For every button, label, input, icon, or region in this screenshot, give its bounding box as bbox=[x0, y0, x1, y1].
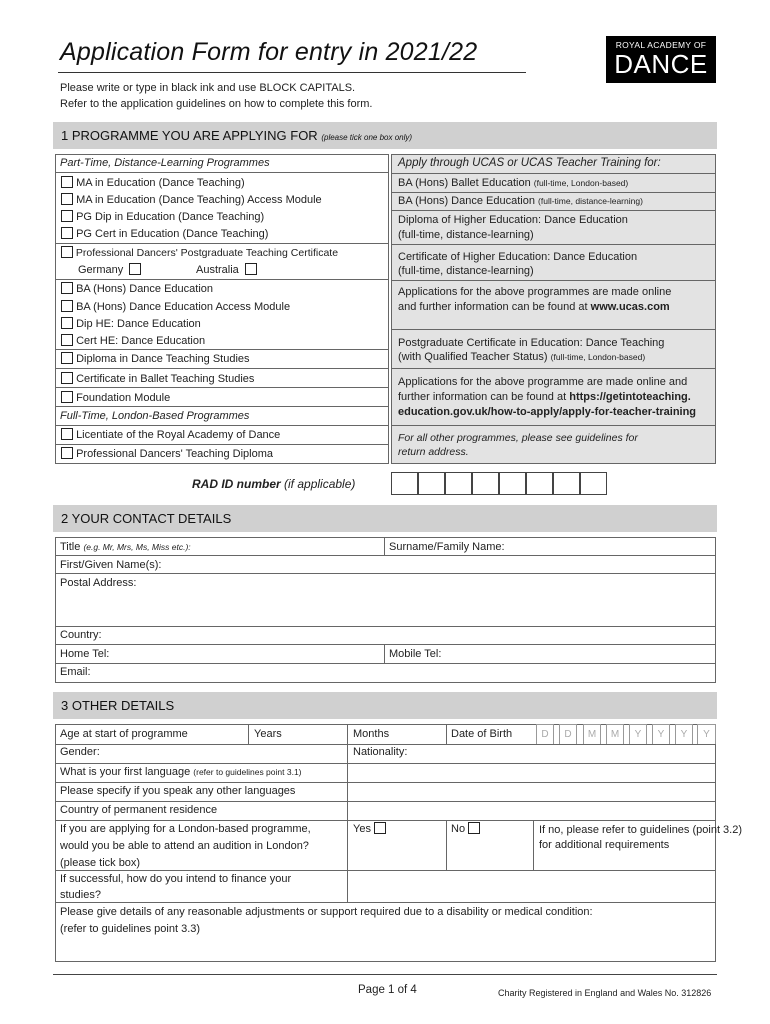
rad-id-cell[interactable] bbox=[526, 472, 553, 495]
checkbox-diploma-studies[interactable] bbox=[61, 352, 73, 364]
checkbox-certhe[interactable] bbox=[61, 334, 73, 346]
rad-id-cell[interactable] bbox=[472, 472, 499, 495]
rad-id-cell[interactable] bbox=[391, 472, 418, 495]
checkbox-pgdip[interactable] bbox=[61, 210, 73, 222]
option-australia[interactable]: Australia bbox=[196, 263, 257, 276]
rad-id-cell[interactable] bbox=[418, 472, 445, 495]
intro-line1: Please write or type in black ink and use BLOCK CAPITALS. bbox=[60, 82, 356, 94]
london-note: (please tick box) bbox=[60, 857, 141, 869]
option-ma-access[interactable]: MA in Education (Dance Teaching) Access Module bbox=[61, 193, 322, 206]
ucas-diphe: Diploma of Higher Education: Dance Education bbox=[398, 214, 628, 226]
option-ba-dance[interactable]: BA (Hons) Dance Education bbox=[61, 282, 213, 295]
pgce-qts: (with Qualified Teacher Status) (full-time, London-based) bbox=[398, 351, 646, 363]
rad-id-cell[interactable] bbox=[553, 472, 580, 495]
dob-digit[interactable]: Y bbox=[629, 724, 647, 745]
ucas-info-line1: Applications for the above programmes are made online bbox=[398, 286, 672, 298]
surname-field[interactable]: Surname/Family Name: bbox=[389, 541, 505, 553]
option-foundation[interactable]: Foundation Module bbox=[61, 391, 170, 404]
fulltime-heading: Full-Time, London-Based Programmes bbox=[60, 410, 250, 422]
postal-address-field[interactable]: Postal Address: bbox=[60, 577, 137, 589]
option-germany[interactable]: Germany bbox=[78, 263, 141, 276]
ucas-link[interactable]: www.ucas.com bbox=[590, 301, 670, 313]
checkbox-no[interactable] bbox=[468, 822, 480, 834]
checkbox-pdptc[interactable] bbox=[61, 246, 73, 258]
finance-line1: If successful, how do you intend to finance your bbox=[60, 873, 292, 885]
ucas-diphe-note: (full-time, distance-learning) bbox=[398, 229, 534, 241]
option-licentiate[interactable]: Licentiate of the Royal Academy of Dance bbox=[61, 428, 280, 441]
section3-title: 3 OTHER DETAILS bbox=[61, 698, 175, 713]
checkbox-ma-access[interactable] bbox=[61, 193, 73, 205]
checkbox-foundation[interactable] bbox=[61, 391, 73, 403]
gender-field[interactable]: Gender: bbox=[60, 746, 100, 758]
dob-label: Date of Birth bbox=[451, 728, 513, 740]
ucas-certhe: Certificate of Higher Education: Dance Education bbox=[398, 251, 638, 263]
section2-title: 2 YOUR CONTACT DETAILS bbox=[61, 511, 232, 526]
pgce-title: Postgraduate Certificate in Education: Dance Teaching bbox=[398, 337, 665, 349]
dob-digit[interactable]: Y bbox=[652, 724, 670, 745]
first-language-field[interactable]: What is your first language (refer to guidelines point 3.1) bbox=[60, 766, 302, 778]
checkbox-ma[interactable] bbox=[61, 176, 73, 188]
residence-field[interactable]: Country of permanent residence bbox=[60, 804, 218, 816]
charity-note: Charity Registered in England and Wales No. 312826 bbox=[498, 988, 712, 998]
no-note-line1: If no, please refer to guidelines (point 3.2) bbox=[539, 824, 743, 836]
dob-digit[interactable]: D bbox=[559, 724, 577, 745]
age-label: Age at start of programme bbox=[60, 728, 188, 740]
section1-title: 1 PROGRAMME YOU ARE APPLYING FOR bbox=[61, 128, 318, 143]
title-underline bbox=[58, 72, 526, 73]
option-pgcert[interactable]: PG Cert in Education (Dance Teaching) bbox=[61, 227, 268, 240]
country-field[interactable]: Country: bbox=[60, 629, 102, 641]
footer-rule bbox=[53, 974, 717, 975]
rad-logo bbox=[606, 36, 716, 83]
rad-id-label: RAD ID number (if applicable) bbox=[192, 477, 356, 491]
git-link1[interactable]: https://getintoteaching. bbox=[569, 391, 691, 403]
nationality-field[interactable]: Nationality: bbox=[353, 746, 408, 758]
checkbox-pdtd[interactable] bbox=[61, 447, 73, 459]
checkbox-australia[interactable] bbox=[245, 263, 257, 275]
checkbox-certificate-ballet[interactable] bbox=[61, 372, 73, 384]
yes-option[interactable]: Yes bbox=[353, 822, 386, 835]
checkbox-pgcert[interactable] bbox=[61, 227, 73, 239]
git-line1: Applications for the above programme are made online and bbox=[398, 376, 688, 388]
git-link2[interactable]: education.gov.uk/how-to-apply/apply-for-teacher-training bbox=[398, 406, 697, 418]
dob-digit[interactable]: D bbox=[536, 724, 554, 745]
adjustments-label[interactable]: Please give details of any reasonable adjustments or support required due to a disability or medical condition: bbox=[60, 906, 593, 918]
dob-digit[interactable]: Y bbox=[697, 724, 716, 745]
section2-header bbox=[53, 505, 717, 532]
checkbox-licentiate[interactable] bbox=[61, 428, 73, 440]
option-pdtd[interactable]: Professional Dancers' Teaching Diploma bbox=[61, 447, 273, 460]
rad-id-cell[interactable] bbox=[445, 472, 472, 495]
ucas-info-line2: and further information can be found at www.ucas.com bbox=[398, 301, 670, 313]
months-field[interactable]: Months bbox=[353, 728, 390, 740]
git-line2: further information can be found at https://getintoteaching. bbox=[398, 391, 691, 403]
email-field[interactable]: Email: bbox=[60, 666, 91, 678]
checkbox-germany[interactable] bbox=[129, 263, 141, 275]
home-tel-field[interactable]: Home Tel: bbox=[60, 648, 110, 660]
option-diploma-studies[interactable]: Diploma in Dance Teaching Studies bbox=[61, 352, 250, 365]
dob-digit[interactable]: M bbox=[583, 724, 601, 745]
option-ba-access[interactable]: BA (Hons) Dance Education Access Module bbox=[61, 300, 290, 313]
rad-id-cell[interactable] bbox=[499, 472, 526, 495]
checkbox-diphe[interactable] bbox=[61, 317, 73, 329]
option-ma[interactable]: MA in Education (Dance Teaching) bbox=[61, 176, 245, 189]
page-number: Page 1 of 4 bbox=[358, 984, 417, 996]
ucas-certhe-note: (full-time, distance-learning) bbox=[398, 265, 534, 277]
option-pgdip[interactable]: PG Dip in Education (Dance Teaching) bbox=[61, 210, 264, 223]
logo-line1: ROYAL ACADEMY OF bbox=[615, 40, 707, 50]
ucas-ba-dance: BA (Hons) Dance Education (full-time, distance-learning) bbox=[398, 195, 643, 207]
parttime-heading: Part-Time, Distance-Learning Programmes bbox=[60, 157, 270, 169]
option-pdptc[interactable]: Professional Dancers' Postgraduate Teaching Certificate bbox=[61, 246, 338, 259]
section3-header bbox=[53, 692, 717, 719]
logo-line2: DANCE bbox=[614, 49, 708, 79]
option-certificate-ballet[interactable]: Certificate in Ballet Teaching Studies bbox=[61, 372, 254, 385]
adjustments-note: (refer to guidelines point 3.3) bbox=[60, 923, 201, 935]
no-option[interactable]: No bbox=[451, 822, 480, 835]
checkbox-ba-access[interactable] bbox=[61, 300, 73, 312]
checkbox-ba-dance[interactable] bbox=[61, 282, 73, 294]
years-field[interactable]: Years bbox=[254, 728, 282, 740]
no-note-line2: for additional requirements bbox=[539, 839, 670, 851]
finance-line2: studies? bbox=[60, 889, 101, 901]
first-names-field[interactable]: First/Given Name(s): bbox=[60, 559, 162, 571]
section1-note: (please tick one box only) bbox=[321, 133, 413, 142]
form-title: Application Form for entry in 2021/22 bbox=[60, 38, 478, 66]
option-diphe[interactable]: Dip HE: Dance Education bbox=[61, 317, 201, 330]
dob-digit[interactable]: Y bbox=[675, 724, 693, 745]
other-line2: return address. bbox=[398, 446, 469, 458]
london-question-line2: would you be able to attend an audition in London? bbox=[60, 840, 309, 852]
option-certhe[interactable]: Cert HE: Dance Education bbox=[61, 334, 205, 347]
other-languages-field[interactable]: Please specify if you speak any other languages bbox=[60, 785, 296, 797]
mobile-tel-field[interactable]: Mobile Tel: bbox=[389, 648, 442, 660]
checkbox-yes[interactable] bbox=[374, 822, 386, 834]
title-field[interactable]: Title (e.g. Mr, Mrs, Ms, Miss etc.): bbox=[60, 541, 191, 553]
ucas-ba-ballet: BA (Hons) Ballet Education (full-time, London-based) bbox=[398, 177, 629, 189]
ucas-heading: Apply through UCAS or UCAS Teacher Training for: bbox=[398, 157, 661, 169]
intro-line2: Refer to the application guidelines on how to complete this form. bbox=[60, 98, 373, 110]
rad-id-cell[interactable] bbox=[580, 472, 607, 495]
section1-header bbox=[53, 122, 717, 149]
london-question-line1: If you are applying for a London-based programme, bbox=[60, 823, 311, 835]
other-line1: For all other programmes, please see guidelines for bbox=[398, 432, 638, 444]
dob-digit[interactable]: M bbox=[606, 724, 624, 745]
